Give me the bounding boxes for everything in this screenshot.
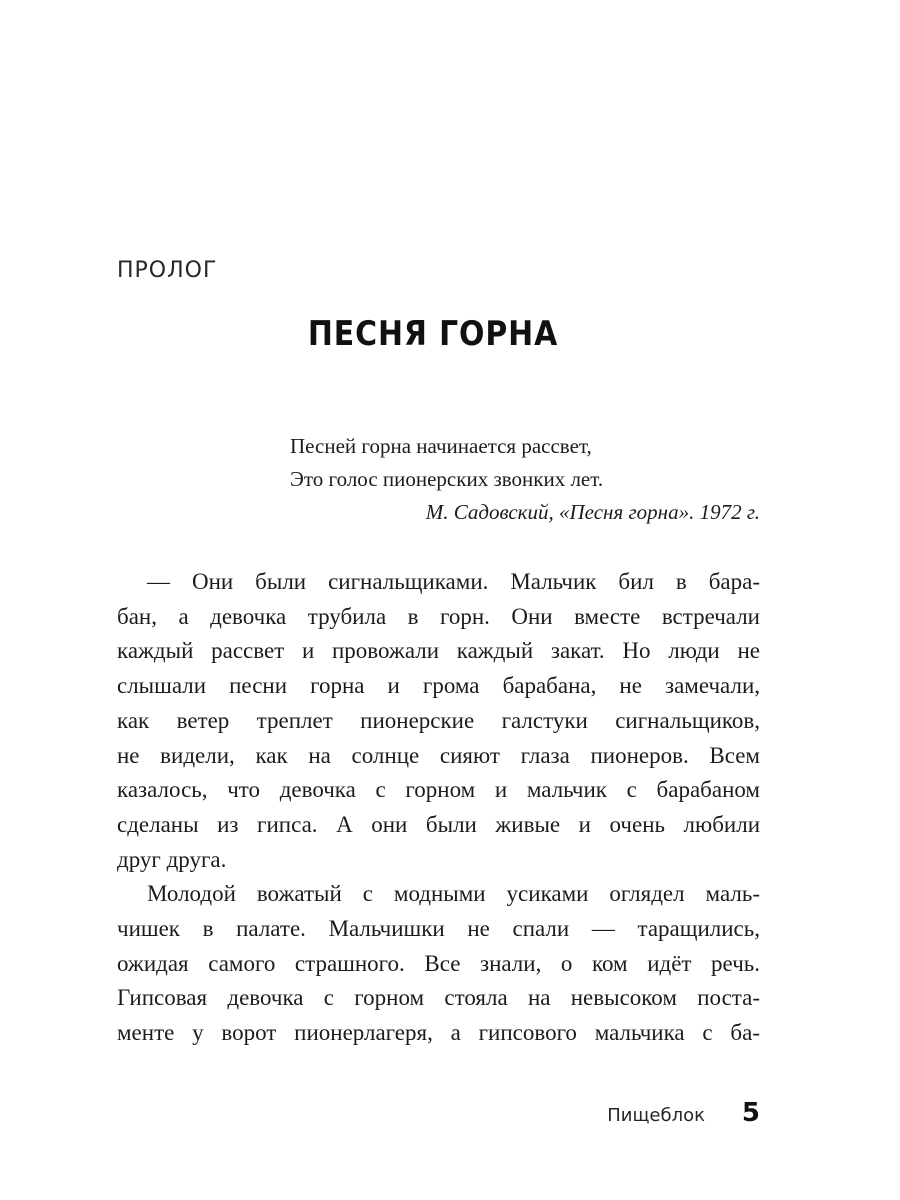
epigraph-line: Песней горна начинается рассвет, — [290, 434, 592, 458]
page-footer — [0, 1098, 900, 1132]
text-line: каждый рассвет и провожали каждый закат. Но люди не — [117, 638, 760, 664]
text-line: Гипсовая девочка с горном стояла на невысоком поста- — [117, 985, 760, 1011]
paragraph — [117, 565, 760, 877]
running-title: Пищеблок — [607, 1105, 705, 1126]
page-number: 5 — [741, 1098, 760, 1128]
text-line: слышали песни горна и грома барабана, не замечали, — [117, 673, 760, 699]
text-line: — Они были сигнальщиками. Мальчик бил в бара- — [147, 569, 760, 594]
text-line: Молодой вожатый с модными усиками оглядел маль- — [147, 881, 760, 907]
text-line: ожидая самого страшного. Все знали, о ком идёт речь. — [117, 950, 760, 976]
text-line: сделаны из гипса. А они были живые и очень любили — [117, 811, 760, 837]
text-line: как ветер треплет пионерские галстуки сигнальщиков, — [117, 707, 760, 733]
epigraph-line: Это голос пионерских звонких лет. — [290, 467, 604, 491]
epigraph-source: М. Садовский, «Песня горна». 1972 г. — [425, 500, 760, 524]
epigraph — [290, 430, 760, 529]
paragraph — [117, 877, 760, 1051]
section-label: ПРОЛОГ — [117, 258, 218, 283]
text-line: не видели, как на солнце сияют глаза пионеров. Всем — [117, 742, 760, 768]
text-line: менте у ворот пионерлагеря, а гипсового мальчика с ба- — [117, 1020, 760, 1046]
text-line: друг друга. — [117, 846, 227, 872]
text-line: чишек в палате. Мальчишки не спали — таращились, — [117, 916, 760, 942]
body-text — [117, 565, 760, 1051]
chapter-title: ПЕСНЯ ГОРНА — [307, 314, 559, 354]
text-line: бан, а девочка трубила в горн. Они вместе встречали — [117, 603, 760, 629]
text-line: казалось, что девочка с горном и мальчик с барабаном — [117, 777, 760, 803]
